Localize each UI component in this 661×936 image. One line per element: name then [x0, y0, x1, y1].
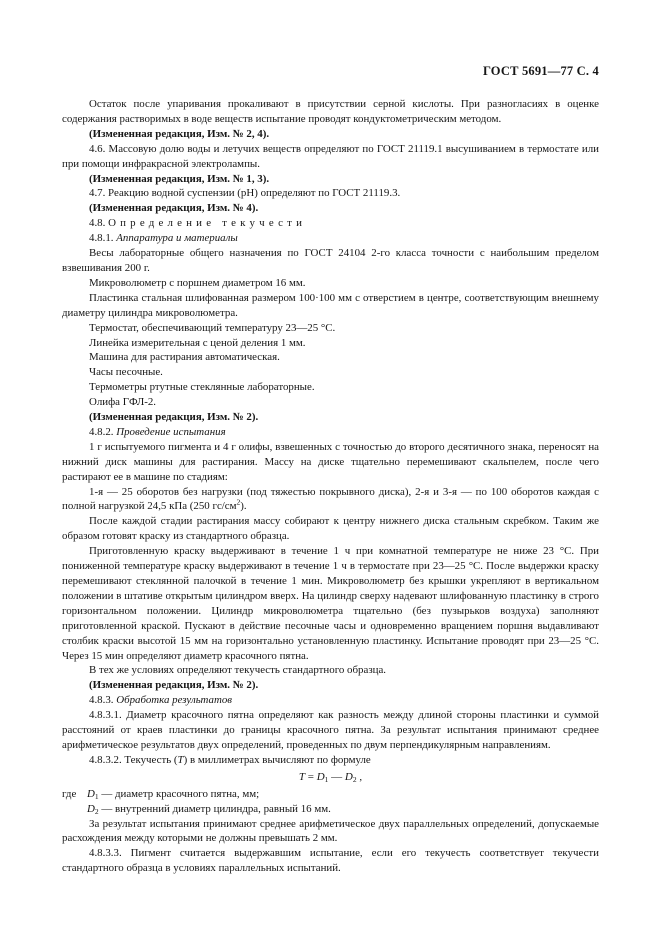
equipment-item: Часы песочные.	[89, 366, 163, 379]
superscript: 2	[236, 497, 241, 507]
legend-where: где	[62, 787, 77, 800]
legend-desc: — внутренний диаметр цилиндра, равный 16 мм.	[98, 802, 331, 815]
revision-note: (Измененная редакция, Изм. № 2).	[89, 679, 259, 692]
revision-note: (Измененная редакция, Изм. № 4).	[89, 202, 259, 215]
symbol: D	[87, 802, 95, 815]
text-run: 1-я — 25 оборотов без нагрузки (под тяжестью покрывного диска), 2-я и 3-я — по 100 оборотов каждая с полной нагрузкой 24,5 кПа (250 гс/см	[62, 485, 599, 513]
legend-row	[62, 787, 599, 802]
paragraph: Остаток после упаривания прокаливают в присутствии серной кислоты. При разногласиях в оценке содержания растворимых в воде веществ испытание проводят кондуктометрическим методом.	[62, 98, 599, 125]
equipment-item: Пластинка стальная шлифованная размером 100·100 мм с отверстием в центре, соответствующим внешнему диаметру цилиндра микроволюметра.	[62, 291, 599, 319]
paragraph: За результат испытания принимают среднее арифметическое двух параллельных определений, допускаемые расхождения между которыми не должны превышать 2 мм.	[62, 817, 599, 845]
section-number: 4.8.2.	[89, 425, 114, 438]
paragraph: 1 г испытуемого пигмента и 4 г олифы, взвешенных с точностью до второго десятичного знака, переносят на нижний диск машины для растирания. Массу на диске тщательно перемешивают скальпелем, после чего растирают ее в машине по стадиям:	[62, 440, 599, 483]
text-run: ).	[240, 500, 247, 513]
symbol: D	[87, 787, 95, 800]
paragraph: 4.6. Массовую долю воды и летучих веществ определяют по ГОСТ 21119.1 высушиванием в термостате или при помощи инфракрасной электролампы.	[62, 142, 599, 170]
section-number: 4.8.3.	[89, 694, 114, 707]
equipment-item: Микроволюметр с поршнем диаметром 16 мм.	[89, 276, 306, 289]
equipment-item: Термометры ртутные стеклянные лабораторные.	[89, 381, 315, 394]
legend-text	[87, 787, 259, 802]
legend-spacer	[62, 802, 87, 817]
symbol: T	[177, 753, 184, 766]
subscript: 1	[94, 791, 99, 801]
formula-tail: ,	[356, 770, 363, 783]
formula-lhs: T	[298, 770, 305, 783]
formula-sub2: 2	[352, 774, 357, 784]
equipment-item: Линейка измерительная с ценой деления 1 мм.	[89, 336, 306, 349]
paragraph	[62, 753, 599, 768]
subsection-title: Проведение испытания	[116, 425, 226, 438]
formula	[62, 770, 599, 785]
paragraph	[62, 485, 599, 515]
subsection-heading	[62, 425, 599, 440]
paragraph: 4.8.3.3. Пигмент считается выдержавшим испытание, если его текучесть соответствует текучести стандартного образца в условиях параллельных испытаний.	[62, 847, 599, 875]
text-run: 4.8.3.2. Текучесть (	[89, 753, 178, 766]
formula-d1: D	[316, 770, 325, 783]
formula-sub1: 1	[324, 774, 329, 784]
section-title: Определение текучести	[108, 217, 307, 230]
subsection-heading	[62, 231, 599, 246]
legend-text	[87, 802, 331, 817]
paragraph: Приготовленную краску выдерживают в течение 1 ч при комнатной температуре не ниже 23 °С. При пониженной температуре краску выдерживают в течение 1 ч в термостате при 23—25 °С. После выдержки краску перемешивают стеклянной палочкой в течение 1 мин. Микроволюметр без крышки укрепляют в вертикальном положении в штативе открытым цилиндром вверх. На цилиндр сверху надевают шлифованную пластинку в строго горизонтальном положении. Цилиндр микроволюметра тщательно (без пузырьков воздуха) заполняют приготовленной краской. Пускают в действие песочные часы и одновременно вращением поршня выдавливают столбик краски высотой 15 мм на горизонтально установленную пластинку. Испытание проводят при 23—25 °С. Через 15 мин определяют диаметр красочного пятна.	[62, 545, 599, 662]
section-number: 4.8.	[89, 217, 106, 230]
page-header: ГОСТ 5691—77 С. 4	[482, 64, 599, 78]
subsection-title: Обработка результатов	[116, 694, 233, 707]
formula-minus: —	[328, 770, 345, 783]
equipment-item: Олифа ГФЛ-2.	[89, 396, 157, 409]
text-run: ) в миллиметрах вычисляют по формуле	[183, 753, 371, 766]
document-body	[62, 97, 599, 876]
paragraph: После каждой стадии растирания массу собирают к центру нижнего диска стальным скребком. Таким же образом готовят краску из стандартного образца.	[62, 515, 599, 543]
paragraph: 4.7. Реакцию водной суспензии (рН) определяют по ГОСТ 21119.3.	[89, 187, 401, 200]
legend-desc: — диаметр красочного пятна, мм;	[98, 787, 260, 800]
section-heading	[62, 216, 599, 231]
legend-row	[62, 802, 599, 817]
paragraph: 4.8.3.1. Диаметр красочного пятна определяют как разность между длиной стороны пластинки и суммой расстояний от краев пластинки до границы красочного пятна. За результат испытания принимают среднее арифметическое результатов двух определений, проведенных по двум перпендикулярным направлениям.	[62, 709, 599, 751]
equipment-item: Термостат, обеспечивающий температуру 23—25 °С.	[89, 321, 336, 334]
subscript: 2	[94, 806, 99, 816]
subsection-title: Аппаратура и материалы	[116, 232, 238, 245]
subsection-heading	[62, 693, 599, 708]
revision-note: (Измененная редакция, Изм. № 1, 3).	[89, 172, 270, 185]
revision-note: (Измененная редакция, Изм. № 2, 4).	[89, 127, 270, 140]
formula-d2: D	[344, 770, 353, 783]
equipment-item: Машина для растирания автоматическая.	[89, 351, 280, 364]
paragraph: В тех же условиях определяют текучесть стандартного образца.	[89, 664, 387, 677]
revision-note: (Измененная редакция, Изм. № 2).	[89, 411, 259, 424]
formula-eq: =	[305, 770, 317, 783]
equipment-item: Весы лабораторные общего назначения по ГОСТ 24104 2-го класса точности с наибольшим пределом взвешивания 200 г.	[62, 247, 599, 274]
section-number: 4.8.1.	[89, 232, 114, 245]
